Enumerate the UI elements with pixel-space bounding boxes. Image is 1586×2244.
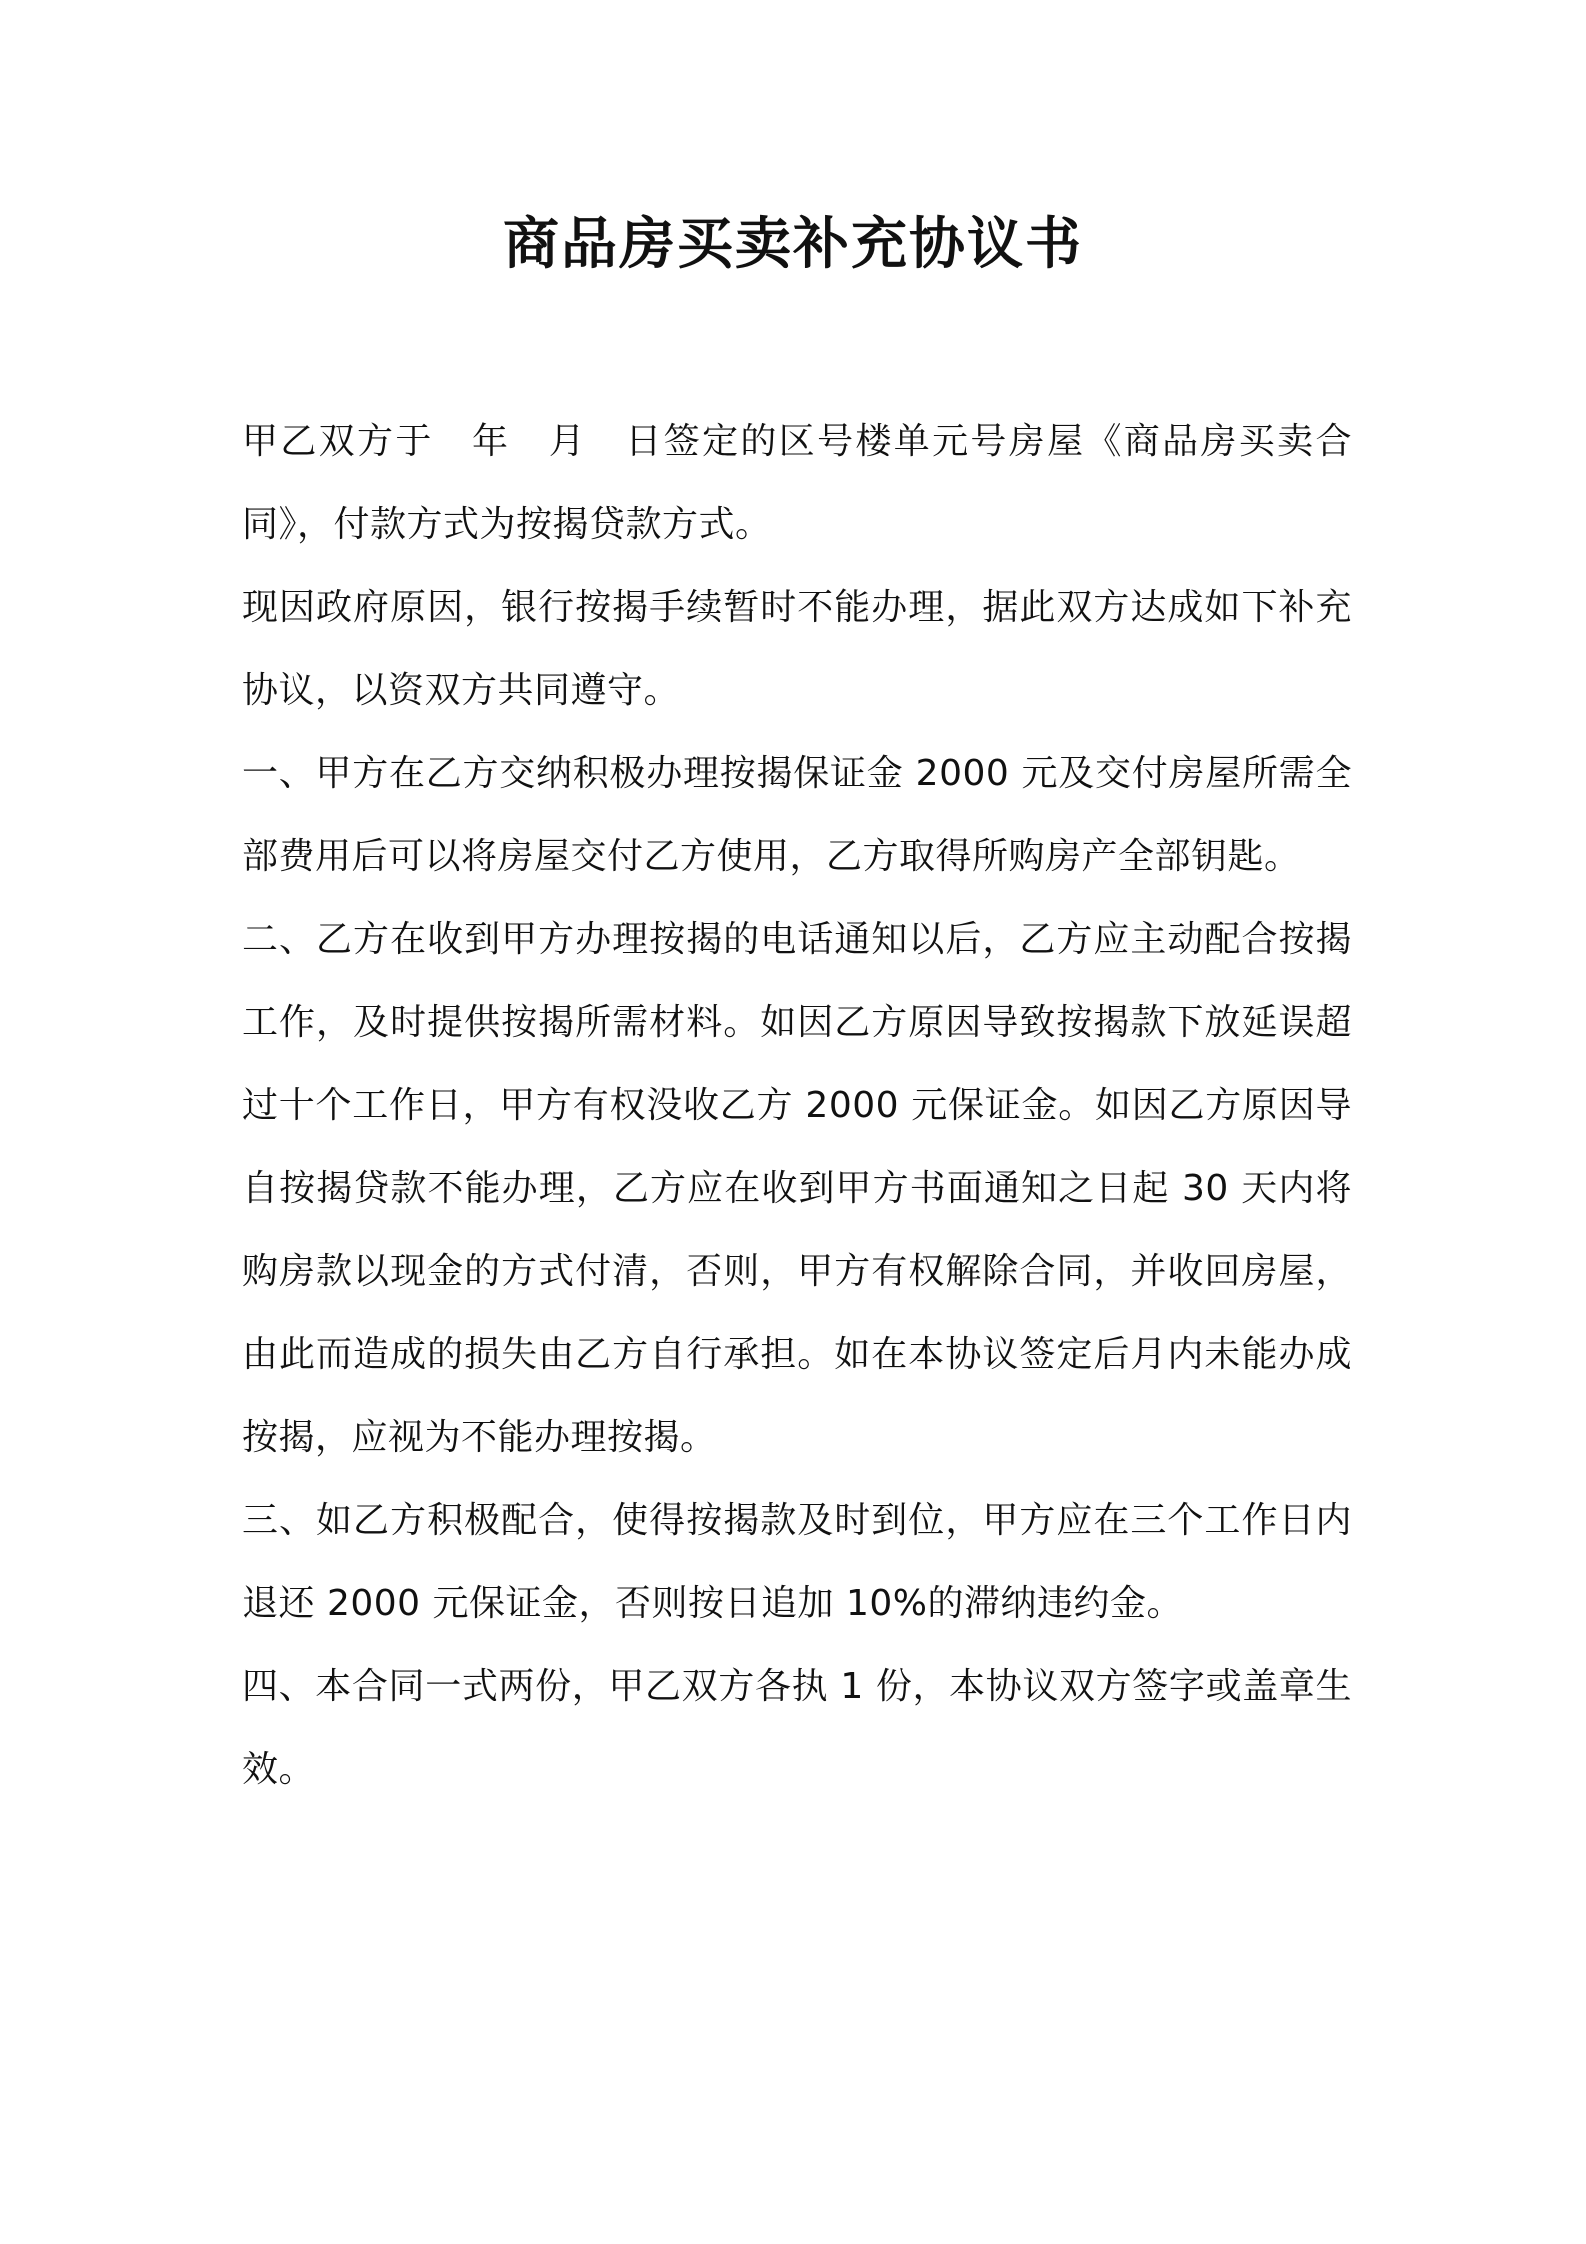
paragraph-intro: 甲乙双方于 年 月 日签定的区号楼单元号房屋《商品房买卖合同》，付款方式为按揭贷款方式。 (242, 421, 1352, 545)
clause-3: 三、如乙方积极配合，使得按揭款及时到位，甲方应在三个工作日内退还 2000 元保证金，否则按日追加 10%的滞纳违约金。 (242, 1500, 1352, 1624)
clause-4: 四、本合同一式两份，甲乙双方各执 1 份，本协议双方签字或盖章生效。 (242, 1666, 1352, 1790)
clause-1: 一、甲方在乙方交纳积极办理按揭保证金 2000 元及交付房屋所需全部费用后可以将房屋交付乙方使用，乙方取得所购房产全部钥匙。 (242, 753, 1352, 877)
document-title: 商品房买卖补充协议书 (503, 212, 1083, 277)
clause-2: 二、乙方在收到甲方办理按揭的电话通知以后，乙方应主动配合按揭工作，及时提供按揭所需材料。如因乙方原因导致按揭款下放延误超过十个工作日，甲方有权没收乙方 2000 元保证金。如因乙方原因导自按揭贷款不能办理，乙方应在收到甲方书面通知之日起 30 天内将购房款以现金的方式付清，否则，甲方有权解除合同，并收回房屋，由此而造成的损失由乙方自行承担。如在本协议签定后月内未能办成按揭，应视为不能办理按揭。 (242, 919, 1352, 1458)
paragraph-reason: 现因政府原因，银行按揭手续暂时不能办理，据此双方达成如下补充协议，以资双方共同遵守。 (242, 587, 1352, 711)
document-body (242, 400, 1352, 1811)
